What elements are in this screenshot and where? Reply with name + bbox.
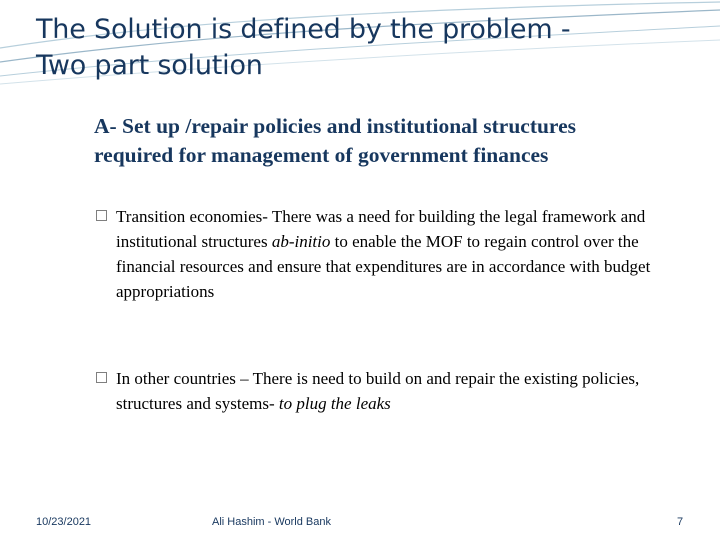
slide-title [36, 12, 696, 84]
slide-number: 7 [677, 516, 684, 528]
sub-bullet-transition-economies [96, 204, 686, 304]
main-bullet [76, 112, 596, 170]
title-line-2: Two part solution [36, 50, 263, 81]
text-run: In other countries – There is need to build on and repair the existing policies, structures and systems- [116, 369, 640, 413]
square-bullet-icon [96, 372, 107, 383]
title-line-1: The Solution is defined by the problem - [36, 14, 571, 45]
sub-bullet-text [96, 366, 686, 416]
text-run: Transition economies- There was a need for building the legal framework and institutional structures [116, 207, 646, 251]
footer-date: 10/23/2021 [36, 516, 92, 528]
text-run: to enable the MOF to regain control over the financial resources and ensure that expenditures are in accordance with budget appropriations [116, 232, 651, 301]
sub-bullet-text [96, 204, 686, 304]
sub-bullet-other-countries [96, 366, 686, 416]
italic-run: to plug the leaks [278, 394, 391, 413]
square-bullet-icon [96, 210, 107, 221]
italic-run: ab-initio [271, 232, 331, 251]
footer-author: Ali Hashim - World Bank [212, 516, 331, 528]
bullet-glyph:   [76, 114, 93, 138]
main-bullet-text: A- Set up /repair policies and institutional structures required for management of government finances [94, 114, 576, 167]
